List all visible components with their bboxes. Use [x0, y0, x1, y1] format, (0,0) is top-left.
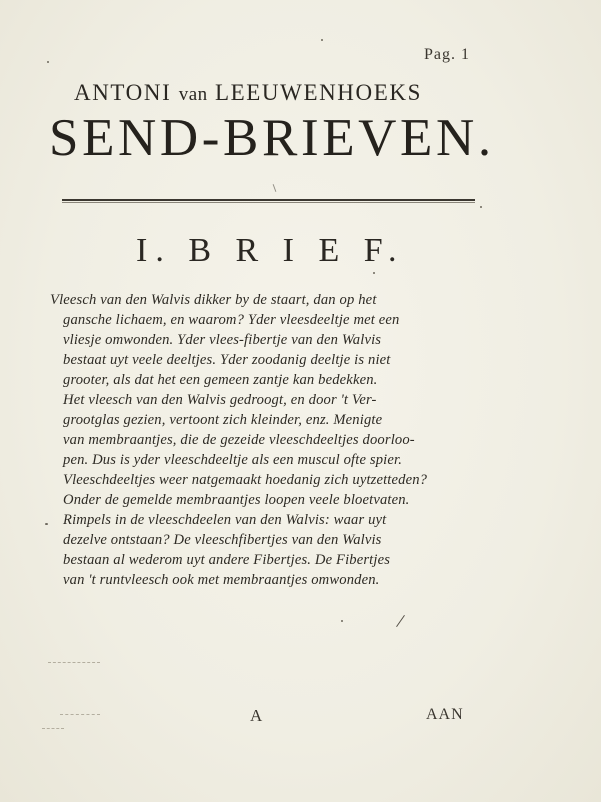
- summary-line: bestaat uyt veele deeltjes. Yder zoodanig deeltje is niet: [63, 352, 391, 368]
- ink-speck: [373, 272, 375, 274]
- ink-speck: [45, 523, 48, 525]
- summary-line: grooter, als dat het een gemeen zantje kan bedekken.: [63, 372, 378, 388]
- author-line-surname: LEEUWENHOEKS: [207, 80, 422, 105]
- author-line: [74, 80, 474, 106]
- ink-stroke: [273, 184, 277, 192]
- ink-speck: [321, 39, 323, 41]
- summary-line: gansche lichaem, en waarom? Yder vleesdeeltje met een: [63, 312, 400, 328]
- author-line-particle: van: [178, 84, 208, 105]
- summary-line: Rimpels in de vleeschdeelen van den Walvis: waar uyt: [63, 512, 387, 528]
- ink-speck: [480, 206, 482, 208]
- page-title: SEND-BRIEVEN.: [49, 109, 495, 167]
- summary-line: van membraantjes, die de gezeide vleeschdeeltjes doorloo-: [63, 432, 415, 448]
- summary-line: pen. Dus is yder vleeschdeeltje als een muscul ofte spier.: [63, 452, 402, 468]
- summary-line: Vleeschdeeltjes weer natgemaakt hoedanig zich uytzetteden?: [63, 472, 428, 488]
- summary-line: bestaan al wederom uyt andere Fibertjes. De Fibertjes: [63, 552, 391, 568]
- letter-heading: I. B R I E F.: [136, 232, 405, 269]
- faint-dashes: [60, 714, 100, 715]
- summary-line: dezelve ontstaan? De vleeschfibertjes van den Walvis: [63, 532, 382, 548]
- title-rule-thin: [62, 202, 475, 203]
- faint-dashes: [48, 662, 100, 663]
- author-line-name: ANTONI: [74, 80, 179, 105]
- summary-line: grootglas gezien, vertoont zich kleinder, enz. Menigte: [63, 412, 383, 428]
- summary-line: Het vleesch van den Walvis gedroogt, en door 't Ver-: [63, 392, 377, 408]
- ink-speck: [341, 620, 343, 622]
- ink-speck: [47, 61, 49, 63]
- title-rule: [62, 199, 475, 201]
- ink-stroke: [396, 615, 405, 627]
- signature-mark: A: [250, 706, 263, 725]
- summary-line: Onder de gemelde membraantjes loopen veele bloetvaten.: [63, 492, 410, 508]
- faint-dashes: [42, 728, 64, 729]
- summary-line: Vleesch van den Walvis dikker by de staart, dan op het: [50, 292, 377, 308]
- summary-line: van 't runtvleesch ook met membraantjes omwonden.: [63, 572, 380, 588]
- page-number: Pag. 1: [424, 46, 470, 63]
- letter-summary: [50, 290, 490, 590]
- catchword: AAN: [426, 706, 464, 723]
- summary-line: vliesje omwonden. Yder vlees-fibertje van den Walvis: [63, 332, 382, 348]
